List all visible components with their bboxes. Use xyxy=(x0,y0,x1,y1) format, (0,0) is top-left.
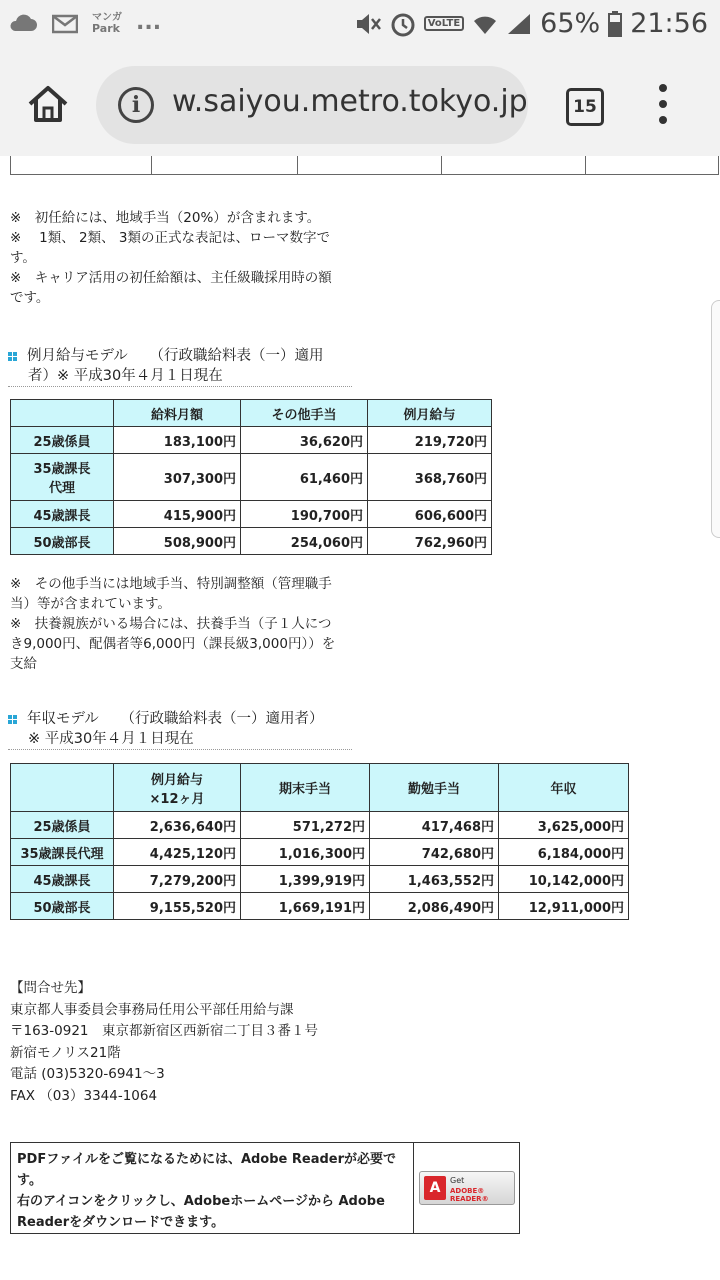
note-line: 当）等が含まれています。 xyxy=(10,596,171,612)
cell: 3,625,000円 xyxy=(499,812,629,839)
more-notifications: ... xyxy=(136,10,162,35)
cell: 254,060円 xyxy=(241,528,368,555)
monthly-salary-table xyxy=(10,399,492,555)
signal-icon xyxy=(506,12,532,36)
cell: 190,700円 xyxy=(241,501,368,528)
url-bar[interactable] xyxy=(96,66,528,144)
pdf-line: Readerをダウンロードできます。 xyxy=(17,1215,225,1230)
manga-label: マンガ xyxy=(92,11,122,23)
cut-off-table-row xyxy=(10,156,719,175)
table-row xyxy=(11,812,629,839)
browser-toolbar xyxy=(0,50,720,156)
cell: 183,100円 xyxy=(114,427,241,454)
header-line: ×12ヶ月 xyxy=(149,791,205,807)
battery-icon xyxy=(608,11,622,37)
manga-park-icon xyxy=(92,12,122,34)
cell: 7,279,200円 xyxy=(114,866,241,893)
mail-icon xyxy=(52,12,78,34)
table-header: 例月給与 xyxy=(368,400,492,427)
cell: 742,680円 xyxy=(370,839,499,866)
note-line: ※ 初任給には、地域手当（20%）が含まれます。 xyxy=(10,210,321,226)
contact-line: FAX （03）3344-1064 xyxy=(10,1087,158,1104)
cell: 36,620円 xyxy=(241,427,368,454)
monthly-model-heading xyxy=(8,346,352,387)
table-row xyxy=(11,454,492,501)
note-line: ※ その他手当には地域手当、特別調整額（管理職手 xyxy=(10,576,332,592)
table-header xyxy=(11,400,114,427)
pdf-reader-notice xyxy=(10,1142,520,1234)
note-line: です。 xyxy=(10,290,50,306)
alarm-icon xyxy=(390,11,416,37)
mute-icon xyxy=(354,11,382,37)
cell: 368,760円 xyxy=(368,454,492,501)
cell: 1,669,191円 xyxy=(241,893,370,920)
pdf-notice-text xyxy=(17,1149,409,1233)
pdf-line: す。 xyxy=(17,1173,42,1188)
status-bar xyxy=(0,0,720,50)
cell: 10,142,000円 xyxy=(499,866,629,893)
header-line: 例月給与 xyxy=(150,772,203,788)
table-row xyxy=(11,501,492,528)
table-row xyxy=(11,866,629,893)
annual-model-heading xyxy=(8,709,352,750)
cell: 1,399,919円 xyxy=(241,866,370,893)
row-label: 25歳係員 xyxy=(11,812,114,839)
table-header xyxy=(114,764,241,812)
edge-panel-handle[interactable] xyxy=(711,300,720,538)
cell: 12,911,000円 xyxy=(499,893,629,920)
divider xyxy=(413,1143,414,1233)
cell: 762,960円 xyxy=(368,528,492,555)
cell: 415,900円 xyxy=(114,501,241,528)
table-header: 期末手当 xyxy=(241,764,370,812)
battery-percent: 65% xyxy=(540,8,601,39)
annual-heading-line1: 年収モデル （行政職給料表（一）適用者） xyxy=(27,711,324,727)
cell: 6,184,000円 xyxy=(499,839,629,866)
tab-switcher-button[interactable]: 15 xyxy=(566,88,604,126)
clock: 21:56 xyxy=(630,8,708,39)
cell: 2,086,490円 xyxy=(370,893,499,920)
cell: 9,155,520円 xyxy=(114,893,241,920)
note-line: ※ キャリア活用の初任給額は、主任級職採用時の額 xyxy=(10,270,332,286)
pdf-line: 右のアイコンをクリックし、Adobeホームページから Adobe xyxy=(17,1194,385,1209)
row-label: 25歳係員 xyxy=(11,427,114,454)
system-status xyxy=(354,8,708,39)
adobe-logo-icon: A xyxy=(424,1176,446,1200)
park-label: Park xyxy=(92,21,120,35)
contact-line: 【問合せ先】 xyxy=(10,980,91,996)
contact-line: 東京都人事委員会事務局任用公平部任用給与課 xyxy=(10,1001,294,1018)
note-line: 支給 xyxy=(10,656,37,672)
pdf-line: PDFファイルをご覧になるためには、Adobe Readerが必要で xyxy=(17,1152,397,1167)
table-row xyxy=(11,893,629,920)
wifi-icon xyxy=(472,12,498,36)
volte-icon: VoLTE xyxy=(424,16,464,31)
annual-income-table xyxy=(10,763,629,920)
allowance-notes xyxy=(10,574,355,674)
monthly-heading-line1: 例月給与モデル （行政職給料表（一）適用 xyxy=(27,348,324,364)
cell: 1,463,552円 xyxy=(370,866,499,893)
url-text[interactable]: w.saiyou.metro.tokyo.jp xyxy=(172,84,528,119)
cell: 307,300円 xyxy=(114,454,241,501)
contact-line: 新宿モノリス21階 xyxy=(10,1044,121,1061)
row-label-line: 代理 xyxy=(48,481,75,496)
row-label: 45歳課長 xyxy=(11,501,114,528)
row-label-line: 35歳課長 xyxy=(33,462,91,477)
badge-name-label: ADOBE® READER® xyxy=(450,1187,489,1203)
overflow-menu-icon[interactable] xyxy=(656,84,670,126)
table-header: その他手当 xyxy=(241,400,368,427)
table-header: 年収 xyxy=(499,764,629,812)
cloud-icon xyxy=(8,13,38,33)
cell: 219,720円 xyxy=(368,427,492,454)
row-label: 50歳部長 xyxy=(11,528,114,555)
cell: 4,425,120円 xyxy=(114,839,241,866)
table-row xyxy=(11,839,629,866)
cell: 606,600円 xyxy=(368,501,492,528)
cell: 508,900円 xyxy=(114,528,241,555)
row-label: 35歳課長代理 xyxy=(11,839,114,866)
info-icon[interactable]: i xyxy=(118,87,154,123)
cell: 1,016,300円 xyxy=(241,839,370,866)
badge-get-label: Get xyxy=(450,1176,465,1185)
cell: 417,468円 xyxy=(370,812,499,839)
row-label: 50歳部長 xyxy=(11,893,114,920)
table-row xyxy=(11,427,492,454)
cell: 61,460円 xyxy=(241,454,368,501)
get-adobe-reader-button[interactable] xyxy=(419,1171,515,1205)
contact-info xyxy=(10,978,318,1107)
cell: 571,272円 xyxy=(241,812,370,839)
note-line: ※ 1類、 2類、 3類の正式な表記は、ローマ数字で xyxy=(10,230,330,246)
bullet-icon xyxy=(8,715,17,724)
annual-heading-line2: ※ 平成30年４月１日現在 xyxy=(28,731,194,747)
note-line: き9,000円、配偶者等6,000円（課長級3,000円））を xyxy=(10,636,336,652)
home-button[interactable] xyxy=(26,82,70,126)
contact-line: 〒163-0921 東京都新宿区西新宿二丁目３番１号 xyxy=(10,1023,318,1039)
contact-line: 電話 (03)5320-6941～3 xyxy=(10,1066,165,1082)
note-line: す。 xyxy=(10,250,36,266)
cell: 2,636,640円 xyxy=(114,812,241,839)
table-header: 勤勉手当 xyxy=(370,764,499,812)
row-label xyxy=(11,454,114,501)
table-row xyxy=(11,528,492,555)
note-line: ※ 扶養親族がいる場合には、扶養手当（子１人につ xyxy=(10,616,332,632)
notification-icons xyxy=(8,10,161,35)
initial-salary-notes xyxy=(10,208,355,308)
bullet-icon xyxy=(8,352,17,361)
monthly-heading-line2: 者）※ 平成30年４月１日現在 xyxy=(28,368,223,384)
table-header xyxy=(11,764,114,812)
table-header: 給料月額 xyxy=(114,400,241,427)
row-label: 45歳課長 xyxy=(11,866,114,893)
